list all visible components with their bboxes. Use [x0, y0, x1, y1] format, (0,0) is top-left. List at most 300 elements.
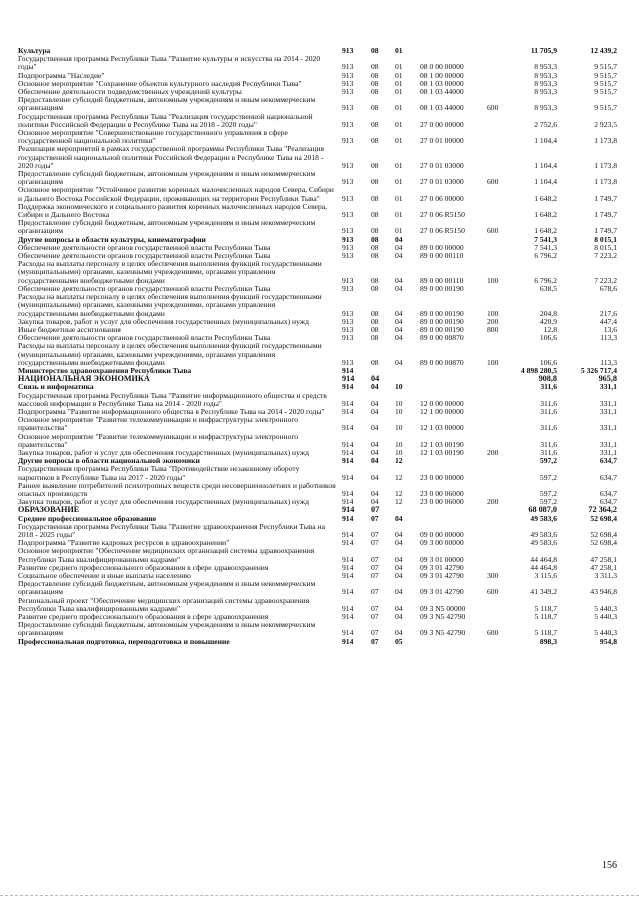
amount-2020-cell: 965,8 [598, 374, 617, 384]
table-row [0, 113, 639, 129]
target-article-cell: 89 0 00 00110 [420, 251, 464, 261]
row-name: Основное мероприятие "Развитие телекоммуникации и инфраструктуры электронного правительства" [18, 431, 299, 449]
table-row [0, 203, 639, 219]
subsection-cell: 04 [395, 612, 403, 622]
grbs-cell: 914 [342, 439, 354, 449]
row-name: Социальное обеспечение и иные выплаты населению [18, 571, 191, 580]
amount-2019-cell: 311,6 [540, 382, 557, 392]
grbs-cell: 913 [342, 251, 354, 261]
amount-2019-cell: 420,9 [539, 316, 557, 326]
amount-2019-cell: 908,8 [538, 374, 557, 384]
amount-2020-cell: 1 749,7 [594, 226, 617, 236]
grbs-cell: 914 [342, 628, 354, 638]
amount-2020-cell: 447,4 [599, 316, 617, 326]
grbs-cell: 914 [342, 398, 354, 408]
grbs-cell: 913 [342, 103, 354, 113]
amount-2019-cell: 6 796,2 [534, 251, 557, 261]
amount-2020-cell: 634,7 [599, 472, 617, 482]
table-row [0, 129, 639, 145]
subsection-cell: 04 [395, 513, 403, 523]
grbs-cell: 913 [342, 333, 354, 343]
amount-2019-cell: 597,2 [539, 456, 557, 466]
section-cell: 08 [371, 308, 379, 318]
table-row [0, 416, 639, 432]
section-cell: 04 [371, 374, 380, 384]
section-cell: 04 [371, 439, 379, 449]
expense-type-cell: 100 [487, 308, 499, 318]
amount-2020-cell: 7 223,2 [594, 275, 617, 285]
section-cell: 04 [371, 456, 379, 466]
amount-2019-cell: 204,8 [539, 308, 557, 318]
row-name: Предоставление субсидий бюджетным, автономным учреждениям и иным некоммерческим организациям [18, 169, 316, 187]
section-cell: 08 [371, 251, 379, 261]
grbs-cell: 913 [342, 283, 354, 293]
target-article-cell: 12 0 00 00000 [420, 398, 464, 408]
amount-2020-cell: 331,1 [599, 439, 617, 449]
section-cell: 08 [371, 160, 379, 170]
section-cell: 08 [371, 226, 379, 236]
table-row [0, 96, 639, 112]
grbs-cell: 914 [342, 636, 354, 646]
row-name: Региональный проект "Обеспечение медицинских организаций системы здравоохранения Республики Тыва квалифицированными кадрами" [18, 595, 310, 613]
target-article-cell: 23 0 00 06000 [420, 497, 464, 507]
target-article-cell: 23 0 00 00000 [420, 472, 464, 482]
section-cell: 08 [371, 119, 379, 129]
grbs-cell: 913 [342, 193, 354, 203]
target-article-cell: 09 3 N5 42790 [420, 628, 466, 638]
subsection-cell: 04 [395, 587, 403, 597]
row-name: Закупка товаров, работ и услуг для обеспечения государственных (муниципальных) нужд [18, 316, 309, 326]
section-cell: 08 [371, 46, 379, 55]
section-cell: 07 [371, 628, 379, 638]
section-cell: 07 [371, 587, 379, 597]
grbs-cell: 913 [342, 324, 354, 334]
subsection-cell: 12 [395, 488, 403, 498]
expense-type-cell: 600 [487, 628, 499, 638]
target-article-cell: 27 0 00 00000 [420, 119, 464, 129]
table-row [0, 580, 639, 596]
amount-2020-cell: 9 515,7 [594, 62, 617, 72]
amount-2020-cell: 1 173,8 [594, 177, 617, 187]
row-name: Подпрограмма "Развитие кадровых ресурсов в здравоохранении" [18, 538, 230, 548]
grbs-cell: 914 [342, 513, 354, 523]
amount-2019-cell: 5 118,7 [534, 612, 557, 622]
amount-2020-cell: 2 923,5 [594, 119, 617, 129]
section-cell: 07 [371, 538, 379, 548]
grbs-cell: 913 [342, 136, 354, 146]
target-article-cell: 09 3 01 42790 [420, 587, 464, 597]
amount-2019-cell: 44 464,8 [530, 554, 557, 564]
target-article-cell: 27 0 01 03000 [420, 177, 464, 187]
amount-2019-cell: 8 953,3 [534, 103, 557, 113]
target-article-cell: 09 3 00 00000 [420, 538, 464, 548]
section-cell: 08 [371, 357, 379, 367]
page-bottom-edge [0, 895, 639, 896]
section-cell: 08 [371, 242, 379, 252]
section-cell: 07 [371, 554, 379, 564]
section-cell: 08 [371, 316, 379, 326]
subsection-cell: 04 [395, 234, 403, 244]
amount-2019-cell: 49 583,6 [530, 513, 557, 523]
amount-2019-cell: 638,5 [539, 283, 557, 293]
section-cell: 08 [371, 177, 379, 187]
subsection-cell: 04 [395, 357, 403, 367]
amount-2019-cell: 5 118,7 [534, 603, 557, 613]
row-name: Основное мероприятие "Совершенствование государственного управления в сфере государственной национальной политики" [18, 128, 288, 146]
amount-2019-cell: 8 953,3 [534, 78, 557, 88]
page-number: 156 [602, 860, 617, 871]
grbs-cell: 913 [342, 62, 354, 72]
grbs-cell: 914 [342, 587, 354, 597]
grbs-cell: 914 [342, 374, 355, 384]
amount-2019-cell: 898,3 [539, 636, 557, 646]
expense-type-cell: 600 [487, 587, 499, 597]
grbs-cell: 913 [342, 160, 354, 170]
subsection-cell: 10 [395, 423, 403, 433]
row-name: Развитие среднего профессионального образования в сфере здравоохранения [18, 562, 269, 572]
amount-2020-cell: 47 258,1 [590, 562, 617, 572]
table-row [0, 621, 639, 637]
subsection-cell: 10 [395, 447, 403, 457]
amount-2019-cell: 44 464,8 [530, 562, 557, 572]
amount-2020-cell: 9 515,7 [594, 87, 617, 97]
amount-2019-cell: 311,6 [540, 406, 557, 416]
section-cell: 08 [371, 333, 379, 343]
row-name: Развитие среднего профессионального образования в сфере здравоохранения [18, 612, 269, 622]
expense-type-cell: 100 [487, 275, 499, 285]
amount-2020-cell: 52 698,4 [590, 538, 617, 548]
grbs-cell: 914 [342, 382, 354, 392]
grbs-cell: 914 [342, 406, 354, 416]
expense-type-cell: 600 [487, 226, 499, 236]
row-name: Другие вопросы в области культуры, кинематографии [18, 234, 206, 244]
subsection-cell: 01 [395, 210, 403, 220]
section-cell: 07 [371, 505, 380, 515]
amount-2020-cell: 7 223,2 [594, 251, 617, 261]
target-article-cell: 09 0 00 00000 [420, 529, 464, 539]
row-name: Расходы на выплаты персоналу в целях обеспечения выполнения функций государственными (муниципальными) органами, казенными учреждениями, органами управления государственными внебюджетными фондами [18, 341, 322, 367]
amount-2019-cell: 1 648,2 [534, 210, 557, 220]
subsection-cell: 01 [395, 70, 403, 80]
row-name: Основное мероприятие "Устойчивое развитие коренных малочисленных народов Севера, Сибири и Дальнего Востока Российской Федерации, проживающих на территории Республики Тыва" [18, 185, 334, 203]
amount-2019-cell: 597,2 [539, 497, 557, 507]
subsection-cell: 01 [395, 46, 403, 55]
subsection-cell: 04 [395, 242, 403, 252]
amount-2020-cell: 1 173,8 [594, 136, 617, 146]
target-article-cell: 27 0 01 00000 [420, 136, 464, 146]
grbs-cell: 913 [342, 357, 354, 367]
row-name: Обеспечение деятельности органов государственной власти Республики Тыва [18, 283, 271, 293]
target-article-cell: 89 0 00 00190 [420, 283, 464, 293]
section-cell: 08 [371, 78, 379, 88]
target-article-cell: 27 0 06 00000 [420, 193, 464, 203]
grbs-cell: 914 [342, 554, 354, 564]
section-cell: 04 [371, 382, 379, 392]
subsection-cell: 01 [395, 87, 403, 97]
section-cell: 04 [371, 447, 379, 457]
section-cell: 04 [371, 406, 379, 416]
amount-2019-cell: 8 953,3 [534, 87, 557, 97]
row-name: Закупка товаров, работ и услуг для обеспечения государственных (муниципальных) нужд [18, 447, 309, 457]
row-name: Обеспечение деятельности подведомственных учреждений культуры [18, 87, 242, 97]
table-row [0, 293, 639, 318]
grbs-cell: 914 [342, 562, 354, 572]
target-article-cell: 27 0 06 R5150 [420, 226, 465, 236]
section-cell: 08 [371, 283, 379, 293]
expense-type-cell: 200 [487, 497, 499, 507]
table-row [0, 342, 639, 367]
subsection-cell: 04 [395, 333, 403, 343]
subsection-cell: 04 [395, 554, 403, 564]
subsection-cell: 12 [395, 456, 403, 466]
grbs-cell: 914 [342, 497, 354, 507]
subsection-cell: 10 [395, 398, 403, 408]
section-cell: 08 [371, 193, 379, 203]
section-cell: 04 [371, 472, 379, 482]
grbs-cell: 914 [342, 447, 354, 457]
amount-2019-cell: 2 752,6 [534, 119, 557, 129]
row-name: Государственная программа Республики Тыва "Развитие информационного общества и средств массовой информации в Республике Тыва на 2014 - 2020 годы" [18, 390, 327, 408]
table-row [0, 55, 639, 71]
amount-2020-cell: 331,1 [599, 382, 617, 392]
grbs-cell: 913 [342, 46, 354, 55]
section-cell: 07 [371, 529, 379, 539]
section-cell: 08 [371, 136, 379, 146]
amount-2020-cell: 5 440,3 [594, 612, 617, 622]
grbs-cell: 914 [342, 456, 354, 466]
subsection-cell: 01 [395, 62, 403, 72]
section-cell: 08 [371, 62, 379, 72]
amount-2020-cell: 331,1 [599, 423, 617, 433]
expense-type-cell: 600 [487, 103, 499, 113]
grbs-cell: 914 [342, 423, 354, 433]
section-cell: 08 [371, 234, 379, 244]
amount-2020-cell: 1 749,7 [594, 210, 617, 220]
target-article-cell: 89 0 00 00000 [420, 242, 464, 252]
subsection-cell: 10 [395, 382, 403, 392]
row-name: Связь и информатика [18, 382, 94, 392]
amount-2020-cell: 331,1 [599, 398, 617, 408]
subsection-cell: 04 [395, 603, 403, 613]
subsection-cell: 05 [395, 636, 403, 646]
subsection-cell: 04 [395, 283, 403, 293]
section-cell: 04 [371, 423, 379, 433]
row-name: Иные бюджетные ассигнования [18, 324, 121, 334]
row-name: Основное мероприятие "Развитие телекоммуникации и инфраструктуры электронного правительства" [18, 415, 299, 433]
target-article-cell: 12 1 03 00000 [420, 423, 464, 433]
table-row [0, 638, 639, 646]
amount-2020-cell: 8 015,1 [594, 242, 617, 252]
grbs-cell: 914 [342, 529, 354, 539]
amount-2020-cell: 1 749,7 [594, 193, 617, 203]
section-cell: 07 [371, 612, 379, 622]
amount-2020-cell: 9 515,7 [594, 70, 617, 80]
subsection-cell: 04 [395, 571, 403, 580]
amount-2019-cell: 597,2 [539, 488, 557, 498]
expense-type-cell: 200 [487, 447, 499, 457]
subsection-cell: 01 [395, 226, 403, 236]
amount-2019-cell: 1 648,2 [534, 226, 557, 236]
amount-2020-cell: 72 364,2 [588, 505, 617, 515]
grbs-cell: 914 [342, 488, 354, 498]
expense-type-cell: 600 [487, 177, 499, 187]
expense-type-cell: 300 [487, 571, 499, 580]
section-cell: 04 [371, 488, 379, 498]
section-cell: 04 [371, 497, 379, 507]
target-article-cell: 09 3 01 00000 [420, 554, 464, 564]
target-article-cell: 89 0 00 00190 [420, 324, 464, 334]
section-cell: 07 [371, 636, 379, 646]
amount-2019-cell: 311,6 [540, 423, 557, 433]
amount-2020-cell: 43 946,8 [590, 587, 617, 597]
row-name: Подпрограмма "Развитие информационного общества в Республике Тыва на 2014 - 2020 годы" [18, 406, 325, 416]
grbs-cell: 913 [342, 234, 354, 244]
subsection-cell: 01 [395, 136, 403, 146]
amount-2019-cell: 106,6 [539, 357, 557, 367]
grbs-cell: 914 [342, 603, 354, 613]
subsection-cell: 01 [395, 103, 403, 113]
table-row [0, 547, 639, 563]
target-article-cell: 09 3 N5 42790 [420, 612, 466, 622]
section-cell: 08 [371, 324, 379, 334]
section-cell: 07 [371, 603, 379, 613]
grbs-cell: 914 [342, 472, 354, 482]
subsection-cell: 12 [395, 497, 403, 507]
amount-2019-cell: 1 648,2 [534, 193, 557, 203]
target-article-cell: 23 0 00 06000 [420, 488, 464, 498]
amount-2020-cell: 9 515,7 [594, 78, 617, 88]
target-article-cell: 89 0 00 00110 [420, 275, 464, 285]
row-name: Культура [18, 46, 51, 55]
target-article-cell: 08 1 03 00000 [420, 78, 464, 88]
row-name: Среднее профессиональное образование [18, 513, 157, 523]
table-row [0, 465, 639, 481]
grbs-cell: 914 [342, 612, 354, 622]
grbs-cell: 913 [342, 275, 354, 285]
grbs-cell: 913 [342, 226, 354, 236]
row-name: НАЦИОНАЛЬНАЯ ЭКОНОМИКА [18, 374, 150, 384]
amount-2019-cell: 3 115,6 [534, 571, 557, 580]
grbs-cell: 914 [342, 538, 354, 548]
subsection-cell: 04 [395, 529, 403, 539]
subsection-cell: 01 [395, 119, 403, 129]
amount-2019-cell: 8 953,3 [534, 70, 557, 80]
row-name: Подпрограмма "Наследие" [18, 70, 105, 80]
table-row [0, 523, 639, 539]
amount-2020-cell: 52 698,4 [590, 513, 617, 523]
amount-2019-cell: 311,6 [540, 447, 557, 457]
target-article-cell: 27 0 01 03000 [420, 160, 464, 170]
amount-2019-cell: 68 087,0 [528, 505, 557, 515]
subsection-cell: 10 [395, 439, 403, 449]
section-cell: 08 [371, 70, 379, 80]
section-cell: 08 [371, 87, 379, 97]
amount-2020-cell: 13,6 [603, 324, 617, 334]
amount-2019-cell: 6 796,2 [534, 275, 557, 285]
table-row [0, 170, 639, 186]
subsection-cell: 04 [395, 308, 403, 318]
amount-2019-cell: 4 898 280,5 [520, 365, 557, 375]
target-article-cell: 89 0 00 00870 [420, 357, 464, 367]
subsection-cell: 01 [395, 177, 403, 187]
table-row [0, 145, 639, 170]
target-article-cell: 12 1 03 00190 [420, 439, 464, 449]
row-name: Основное мероприятие "Сохранение объектов культурного наследия Республики Тыва" [18, 78, 302, 88]
section-cell: 07 [371, 571, 379, 580]
target-article-cell: 89 0 00 00190 [420, 308, 464, 318]
amount-2020-cell: 113,3 [600, 357, 617, 367]
grbs-cell: 913 [342, 308, 354, 318]
row-name: Расходы на выплаты персоналу в целях обеспечения выполнения функций государственными (муниципальными) органами, казенными учреждениями, органами управления государственными внебюджетными фондами [18, 259, 322, 285]
target-article-cell: 27 0 06 R5150 [420, 210, 465, 220]
amount-2020-cell: 634,7 [599, 488, 617, 498]
amount-2020-cell: 113,3 [600, 333, 617, 343]
amount-2020-cell: 9 515,7 [594, 103, 617, 113]
amount-2019-cell: 49 583,6 [530, 529, 557, 539]
table-row [0, 219, 639, 235]
amount-2020-cell: 217,6 [599, 308, 617, 318]
row-name: Государственная программа Республики Тыва "Развитие здравоохранения Республики Тыва на 2018 - 2025 годы" [18, 521, 325, 539]
amount-2019-cell: 1 104,4 [534, 136, 557, 146]
row-name: Обеспечение деятельности органов государственной власти Республики Тыва [18, 242, 271, 252]
grbs-cell: 913 [342, 78, 354, 88]
target-article-cell: 89 0 00 00190 [420, 316, 464, 326]
row-name: Реализация мероприятий в рамках государственной программы Республики Тыва "Реализация государственной национальной политики Российской Федерации в Республике Тыва на 2018 - 2020 годы" [18, 144, 325, 170]
amount-2020-cell: 5 440,3 [594, 603, 617, 613]
target-article-cell: 08 1 03 44000 [420, 87, 464, 97]
section-cell: 04 [371, 398, 379, 408]
grbs-cell: 913 [342, 119, 354, 129]
amount-2019-cell: 7 541,3 [534, 234, 557, 244]
amount-2019-cell: 41 349,2 [530, 587, 557, 597]
amount-2020-cell: 52 698,4 [590, 529, 617, 539]
grbs-cell: 913 [342, 210, 354, 220]
row-name: Предоставление субсидий бюджетным, автономным учреждениям и иным некоммерческим организациям [18, 95, 316, 113]
subsection-cell: 04 [395, 562, 403, 572]
amount-2020-cell: 954,8 [599, 636, 617, 646]
amount-2019-cell: 12,8 [543, 324, 557, 334]
target-article-cell: 08 1 03 44000 [420, 103, 464, 113]
amount-2019-cell: 1 104,4 [534, 160, 557, 170]
grbs-cell: 914 [342, 365, 354, 375]
budget-table [0, 47, 639, 646]
amount-2019-cell: 8 953,3 [534, 62, 557, 72]
subsection-cell: 04 [395, 628, 403, 638]
amount-2020-cell: 5 440,3 [594, 628, 617, 638]
row-name: Предоставление субсидий бюджетным, автономным учреждениям и иным некоммерческим организациям [18, 218, 316, 236]
amount-2020-cell: 634,7 [599, 456, 617, 466]
section-cell: 07 [371, 513, 379, 523]
table-row [0, 482, 639, 498]
subsection-cell: 04 [395, 316, 403, 326]
amount-2020-cell: 678,6 [599, 283, 617, 293]
target-article-cell: 12 1 00 00000 [420, 406, 464, 416]
amount-2020-cell: 3 311,3 [594, 571, 617, 580]
target-article-cell: 09 3 01 42790 [420, 562, 464, 572]
amount-2020-cell: 12 439,2 [590, 46, 617, 55]
amount-2019-cell: 1 104,4 [534, 177, 557, 187]
subsection-cell: 04 [395, 251, 403, 261]
target-article-cell: 09 3 N5 00000 [420, 603, 466, 613]
row-name: Государственная программа Республики Тыва "Противодействие незаконному обороту наркотиков в Республике Тыва на 2017 - 2020 годы" [18, 464, 300, 482]
amount-2019-cell: 5 118,7 [534, 628, 557, 638]
amount-2019-cell: 106,6 [539, 333, 557, 343]
row-name: Предоставление субсидий бюджетным, автономным учреждениям и иным некоммерческим организациям [18, 579, 316, 597]
amount-2019-cell: 7 541,3 [534, 242, 557, 252]
subsection-cell: 01 [395, 193, 403, 203]
table-row [0, 392, 639, 408]
target-article-cell: 12 1 03 00190 [420, 447, 464, 457]
